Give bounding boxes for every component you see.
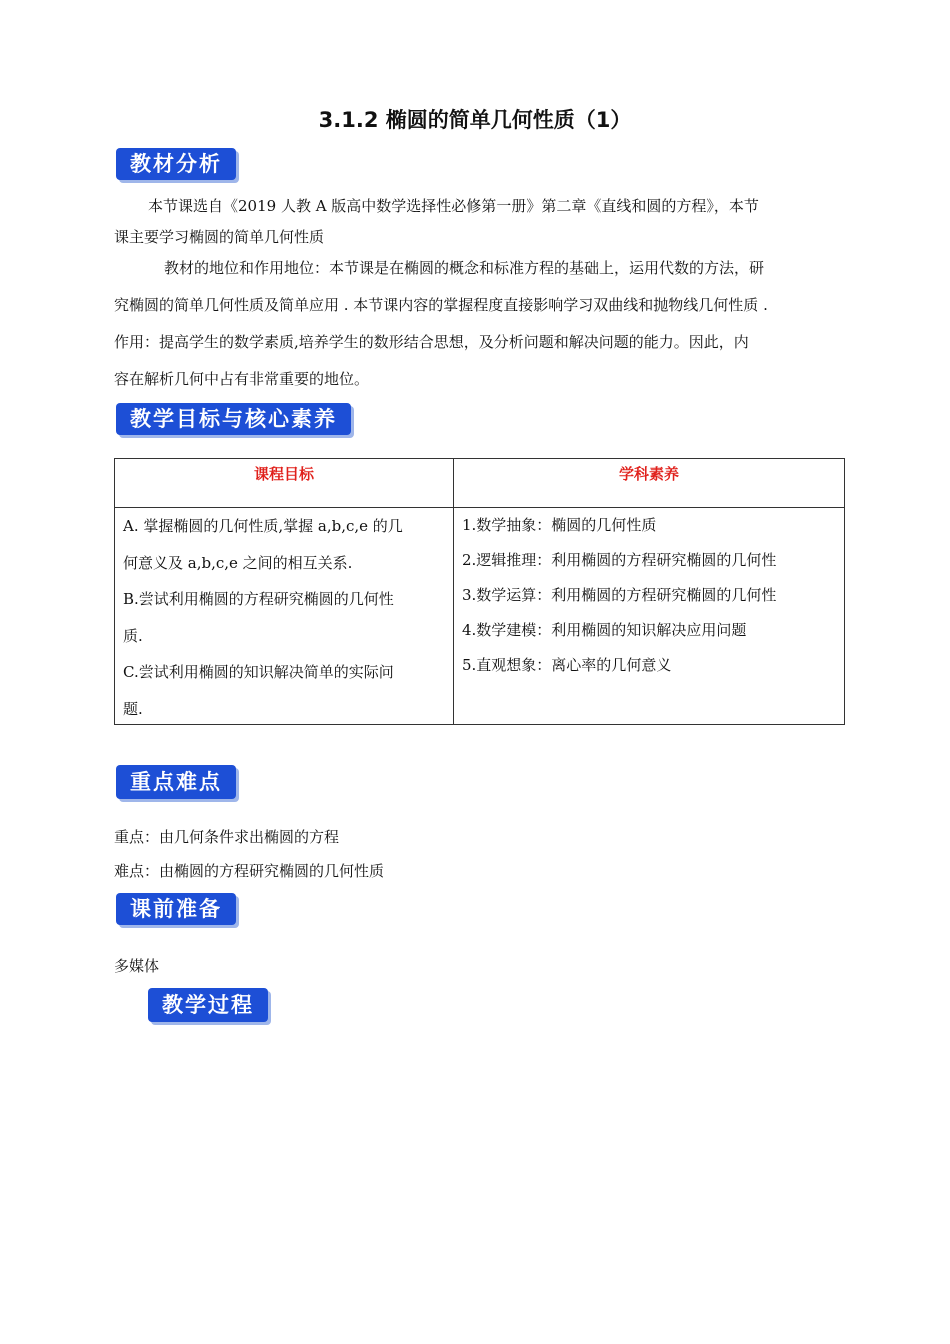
goals-cell [115,508,454,725]
literacy-line: 2.逻辑推理：利用椭圆的方程研究椭圆的几何性 [462,551,777,569]
table-header-goals: 课程目标 [115,459,454,508]
literacy-line: 3.数学运算：利用椭圆的方程研究椭圆的几何性 [462,586,777,604]
prep-text: 多媒体 [114,957,160,975]
difficulty-point: 难点：由椭圆的方程研究椭圆的几何性质 [114,862,385,880]
goal-line: C.尝试利用椭圆的知识解决简单的实际问 [123,663,394,681]
goal-line: B.尝试利用椭圆的方程研究椭圆的几何性 [123,590,394,608]
goals-table [114,458,845,725]
goal-line: 质. [123,626,143,645]
goal-line: 题. [123,699,143,718]
literacy-line: 1.数学抽象：椭圆的几何性质 [462,516,657,534]
section-badge-prep: 课前准备 [116,893,236,925]
analysis-line-1: 本节课选自《2019 人教 A 版高中数学选择性必修第一册》第二章《直线和圆的方程》，本节 [148,197,759,215]
page-title: 3.1.2 椭圆的简单几何性质（1） [318,108,632,132]
section-badge-analysis: 教材分析 [116,148,236,180]
section-badge-keypoints: 重点难点 [116,765,236,799]
analysis-line-3: 教材的地位和作用地位：本节课是在椭圆的概念和标准方程的基础上，运用代数的方法，研 [164,259,765,277]
goal-line: 何意义及 a,b,c,e 之间的相互关系. [123,553,353,572]
literacy-cell [454,508,845,725]
literacy-line: 5.直观想象：离心率的几何意义 [462,656,672,674]
literacy-line: 4.数学建模：利用椭圆的知识解决应用问题 [462,621,747,639]
analysis-line-4: 究椭圆的简单几何性质及简单应用 . 本节课内容的掌握程度直接影响学习双曲线和抛物线几何性质 . [114,296,768,314]
section-badge-process: 教学过程 [148,988,268,1022]
analysis-line-2: 课主要学习椭圆的简单几何性质 [114,228,325,246]
table-header-literacy: 学科素养 [454,459,845,508]
goal-line: A. 掌握椭圆的几何性质,掌握 a,b,c,e 的几 [123,517,403,535]
section-badge-goals: 教学目标与核心素养 [116,403,351,435]
key-point: 重点：由几何条件求出椭圆的方程 [114,828,340,846]
analysis-line-6: 容在解析几何中占有非常重要的地位。 [114,370,370,388]
analysis-line-5: 作用：提高学生的数学素质,培养学生的数形结合思想，及分析问题和解决问题的能力。因此，内 [114,333,749,351]
